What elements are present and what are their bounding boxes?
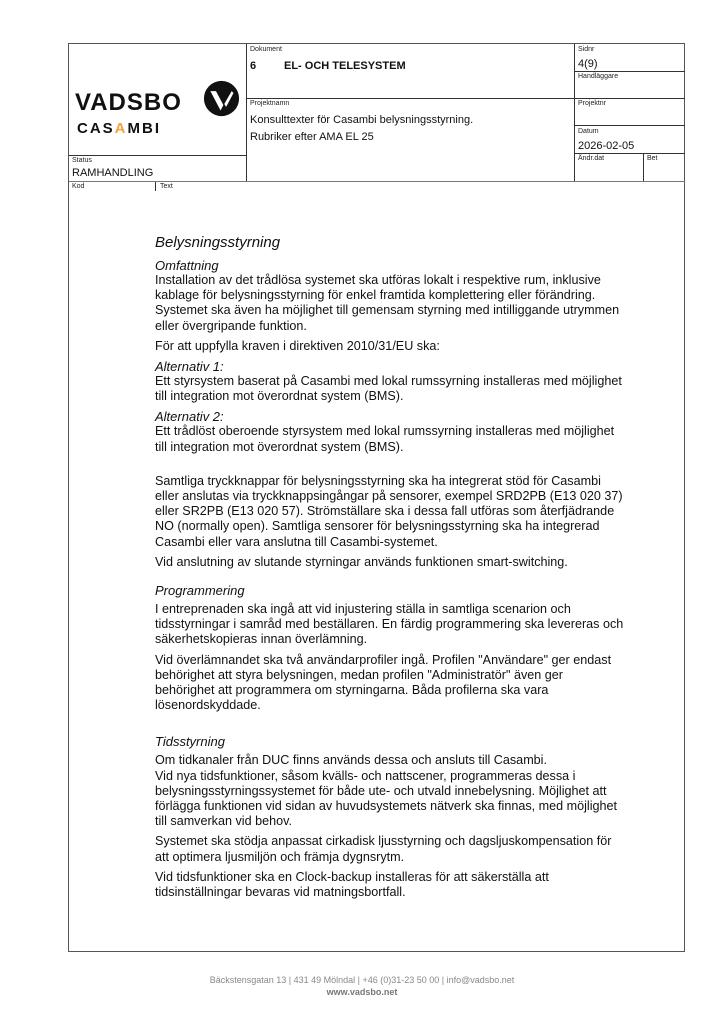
vadsbo-v-logo-icon	[203, 80, 240, 117]
omfattning-heading: Omfattning	[155, 258, 219, 273]
logo-vadsbo: VADSBO	[75, 89, 182, 116]
alternativ-1-heading: Alternativ 1:	[155, 359, 224, 375]
kod-label: Kod	[72, 183, 85, 190]
paragraph: Installation av det trådlösa systemet ska utföras lokalt i respektive rum, inklusive kablage för belysningsstyrning för enkel framtida komplettering eller förändring. Systemet ska även ha möjlighet till gemensam styrning med intilliggande utrymmen eller övergripande funktion.	[155, 273, 620, 333]
programmering-heading: Programmering	[155, 583, 245, 599]
spacer	[155, 718, 625, 734]
paragraph: I entreprenaden ska ingå att vid injustering ställa in samtliga scenarion och tidsstyrningar i samråd med beställaren. En färdig programmering ska levereras och säkerhetskopieras innan överlämning.	[155, 602, 624, 647]
divider	[574, 44, 575, 181]
spacer	[155, 460, 625, 474]
paragraph: Ett styrsystem baserat på Casambi med lokal rumssyrning installeras med möjlighet till integration mot överordnat system (BMS).	[155, 374, 622, 404]
paragraph: Samtliga tryckknappar för belysningsstyrning ska ha integrerat stöd för Casambi eller anslutas via tryckknappsingångar på sensorer, exempel SRD2PB (E13 020 37) eller SR2PB (E13 020 57). Strömställare ska i dessa fall utföras som återfjädrande NO (normally open). Samtliga sensorer för belysningsstyrning ska ha integrerad Casambi eller vara anslutna till Casambi-systemet.	[155, 473, 623, 549]
divider	[69, 181, 685, 182]
logo-casambi-part: MBI	[127, 120, 162, 137]
projektnamn-label: Projektnamn	[250, 100, 290, 107]
dokument-title: EL- OCH TELESYSTEM	[284, 60, 406, 72]
sidnr-label: Sidnr	[578, 46, 595, 53]
dokument-number: 6	[250, 60, 257, 72]
alternativ-2-heading: Alternativ 2:	[155, 409, 224, 425]
datum-value: 2026-02-05	[578, 140, 635, 152]
sidnr-value: 4(9)	[578, 58, 598, 70]
bet-label: Bet	[647, 155, 658, 162]
footer-website-link[interactable]: www.vadsbo.net	[326, 987, 398, 997]
paragraph: Vid överlämnandet ska två användarprofiler ingå. Profilen "Användare" ger endast behörighet att styra belysningen, medan profilen "Administratör" även ger behörighet att programmera om styrningarna. Båda profilerna ska vara lösenordskyddade.	[155, 652, 612, 713]
dokument-label: Dokument	[250, 46, 282, 53]
paragraph: Ett trådlöst oberoende styrsystem med lokal rumssyrning installeras med möjlighet till integration mot överordnat system (BMS).	[155, 424, 615, 454]
status-value: RAMHANDLING	[72, 167, 154, 179]
paragraph: Vid anslutning av slutande styrningar används funktionen smart-switching.	[155, 554, 568, 569]
logo-casambi-part: CAS	[77, 120, 115, 137]
andrdat-label: Ändr.dat	[578, 155, 605, 162]
text-label: Text	[160, 183, 173, 190]
divider	[643, 153, 644, 181]
tidsstyrning-heading: Tidsstyrning	[155, 734, 225, 750]
status-label: Status	[72, 157, 92, 164]
datum-label: Datum	[578, 128, 599, 135]
divider	[246, 98, 685, 99]
divider	[574, 125, 685, 126]
projektnamn-line1: Konsulttexter för Casambi belysningsstyrning.	[250, 114, 474, 126]
projektnamn-line2: Rubriker efter AMA EL 25	[250, 131, 374, 143]
logo-casambi	[77, 120, 161, 137]
section-title: Belysningsstyrning	[155, 234, 281, 251]
handlaggare-label: Handläggare	[578, 73, 619, 80]
footer-address: Bäckstensgatan 13 | 431 49 Mölndal | +46 (0)31-23 50 00 | info@vadsbo.net	[209, 975, 515, 985]
divider	[574, 71, 685, 72]
logo-casambi-accent: A	[114, 120, 128, 137]
divider	[155, 182, 156, 191]
divider	[69, 155, 247, 156]
paragraph: Vid nya tidsfunktioner, såsom kvälls- och nattscener, programmeras dessa i belysningsstyrningssystemet för både ute- och utvald innebelysning. Möjlighet att förlägga funktionen vid sidan av huvudsystemets nätverk ska finnas, med möjlighet till samverkan vid behov.	[155, 768, 618, 829]
spacer	[155, 575, 625, 583]
paragraph: Vid tidsfunktioner ska en Clock-backup installeras för att säkerställa att tidsinställningar bevaras vid matningsbortfall.	[155, 869, 549, 900]
divider	[246, 44, 247, 181]
page-footer	[0, 974, 724, 998]
paragraph: Om tidkanaler från DUC finns används dessa och ansluts till Casambi.	[155, 753, 547, 768]
paragraph: Systemet ska stödja anpassat cirkadisk ljusstyrning och dagsljuskompensation för att optimera ljusmiljön och främja dygnsrytm.	[155, 834, 612, 864]
projektnr-label: Projektnr	[578, 100, 607, 107]
document-body	[155, 234, 625, 905]
paragraph: För att uppfylla kraven i direktiven 2010/31/EU ska:	[155, 338, 440, 353]
divider	[574, 153, 685, 154]
